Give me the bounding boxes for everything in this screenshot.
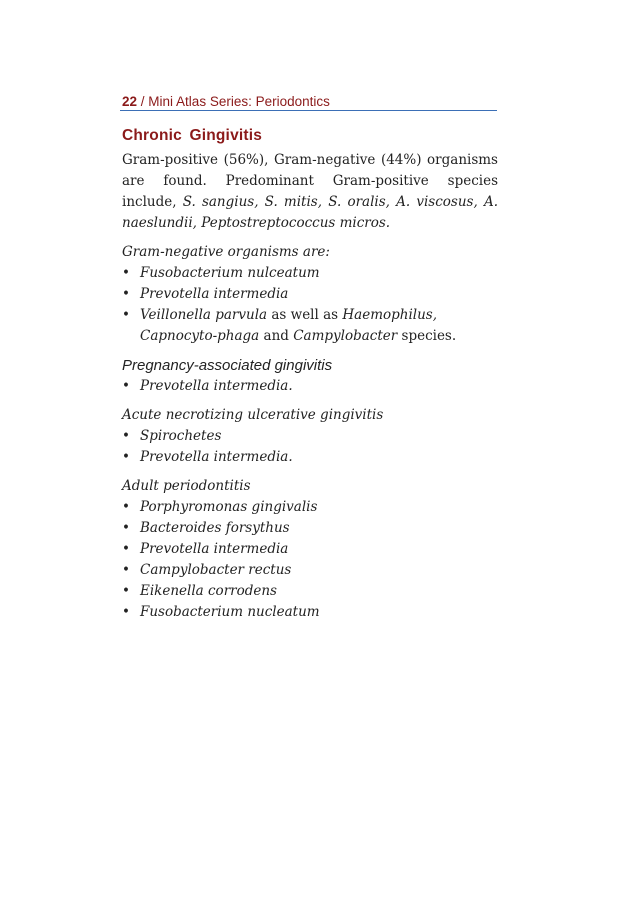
bullet-icon: • [122,541,130,557]
gram-negative-section [122,242,498,347]
anug-heading: Acute necrotizing ulcerative gingivitis [122,407,384,423]
pregnancy-heading: Pregnancy-associated gingivitis [122,357,333,374]
list-item [122,602,498,623]
list-item [122,518,498,539]
list-item-text: Campylobacter rectus [140,562,292,578]
list-item [122,426,498,447]
bullet-icon: • [122,428,130,444]
list-item [122,497,498,518]
list-item-text: Bacteroides forsythus [140,520,290,536]
list-item-text: Porphyromonas gingivalis [140,499,318,515]
bullet-icon: • [122,520,130,536]
adult-list [122,497,498,623]
bullet-icon: • [122,378,130,394]
list-item [122,560,498,581]
list-item-text: as well as [267,307,343,323]
running-head-separator: / [137,94,149,109]
list-item [122,263,498,284]
list-item [122,284,498,305]
list-item-text: Spirochetes [140,428,222,444]
gram-negative-list [122,263,498,347]
bullet-icon: • [122,604,130,620]
intro-text: Gram-positive (56%), Gram-negative (44%) organisms are found. Predominant Gram-positive species include, [122,152,498,210]
pregnancy-section [122,355,498,397]
section-title: Chronic Gingivitis [122,127,263,144]
list-item-text: species. [397,328,457,344]
bullet-icon: • [122,583,130,599]
list-item-genus: Campylobacter [293,328,398,344]
list-item [122,447,498,468]
list-item [122,581,498,602]
header-rule [120,110,497,111]
bullet-icon: • [122,307,130,323]
list-item-text: Fusobacterium nulceatum [140,265,320,281]
list-item-text: Prevotella intermedia. [140,449,293,465]
list-item [122,539,498,560]
bullet-icon: • [122,562,130,578]
list-item-text: Eikenella corrodens [140,583,277,599]
intro-paragraph [122,150,498,234]
list-item-text: and [259,328,294,344]
gram-negative-heading: Gram-negative organisms are: [122,244,330,260]
list-item-text: Prevotella intermedia. [140,378,293,394]
bullet-icon: • [122,265,130,281]
page-number: 22 [122,94,138,109]
anug-section [122,405,498,468]
book-title: Mini Atlas Series: Periodontics [148,94,330,109]
anug-list [122,426,498,468]
adult-heading: Adult periodontitis [122,478,251,494]
running-head [122,94,330,109]
intro-species: S. sangius, S. mitis, S. oralis, A. viscosus, A. naeslundii, Peptostreptococcus micros. [122,194,498,231]
list-item-genus: Veillonella parvula [140,307,268,323]
list-item-text: Prevotella intermedia [140,541,289,557]
list-item-genus: Haemophilus, Capnocyto-phaga [140,307,438,344]
pregnancy-list [122,376,498,397]
bullet-icon: • [122,499,130,515]
bullet-icon: • [122,449,130,465]
list-item-text: Fusobacterium nucleatum [140,604,320,620]
bullet-icon: • [122,286,130,302]
list-item [122,376,498,397]
adult-section [122,476,498,623]
list-item [122,305,498,347]
list-item-text: Prevotella intermedia [140,286,289,302]
body-text [122,150,498,623]
